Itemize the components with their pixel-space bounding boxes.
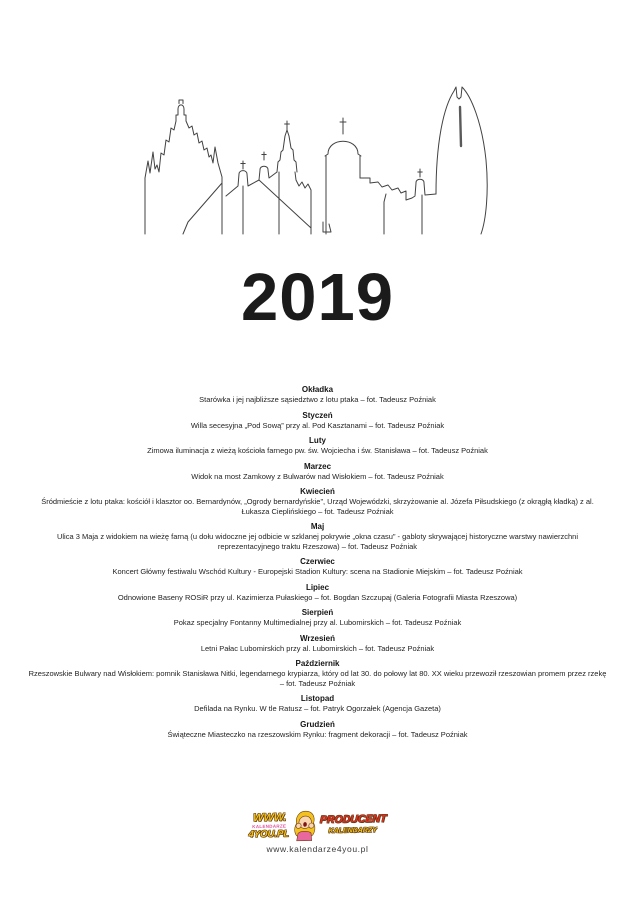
logo-producent-label: PRODUCENT [319,812,387,826]
credit-section [29,411,607,431]
credit-description: Pokaz specjalny Fontanny Multimedialnej przy al. Lubomirskich – fot. Tadeusz Poźniak [173,618,462,627]
credit-month-title: Czerwiec [300,557,335,566]
credit-section [29,522,607,551]
credit-description: Ulica 3 Maja z widokiem na wieżę farną (u dołu widoczne jej odbicie w szklanej pokrywie „okna czasu” - gabloty skrywającej historyczne warstwy nawierzchni reprezentacyjnego traktu Rzeszowa) – fot. Tadeusz Poźniak [56,532,579,551]
credit-section [29,720,607,740]
logo-right-text [319,814,387,835]
logo-4you-label: 4YOU.PL [248,827,290,840]
credit-description: Śródmieście z lotu ptaka: kościół i klasztor oo. Bernardynów, „Ogrody bernardyńskie”, Urząd Wojewódzki, skrzyżowanie al. Józefa Piłsudskiego (z okrągłą kładką) z al. Łukasza Cieplińskiego – fot. Tadeusz Poźniak [41,497,594,516]
logo-www-label: WWW. [252,810,287,824]
credit-section [29,634,607,654]
credit-description: Defilada na Rynku. W tle Ratusz – fot. Patryk Ogorzałek (Agencja Gazeta) [194,704,441,713]
credit-month-title: Styczeń [302,410,333,420]
credit-section [29,462,607,482]
credit-description: Starówka i jej najbliższe sąsiedztwo z lotu ptaka – fot. Tadeusz Poźniak [199,395,436,404]
footer [0,806,635,854]
credit-description: Letni Pałac Lubomirskich przy al. Lubomirskich – fot. Tadeusz Poźniak [200,643,435,653]
credit-section [29,487,607,516]
city-skyline-icon [138,82,493,237]
credit-month-title: Kwiecień [300,487,335,496]
credit-month-title: Sierpień [301,608,334,617]
credit-description: Świąteczne Miasteczko na rzeszowskim Rynku: fragment dekoracji – fot. Tadeusz Poźniak [167,729,468,739]
year-heading: 2019 [240,260,395,335]
credit-description: Zimowa iluminacja z wieżą kościoła farnego pw. św. Wojciecha i św. Stanisława – fot. Tadeusz Poźniak [147,446,488,455]
credits-list [29,385,607,745]
credit-description: Rzeszowskie Bulwary nad Wisłokiem: pomnik Stanisława Nitki, legendarnego krypiarza, który od lat 30. do połowy lat 80. XX wieku przewoził rzeszowian promem przez rzekę – fot. Tadeusz Poźniak [28,669,607,688]
credit-section [29,436,607,456]
logo-left-text [248,811,290,839]
credit-description: Widok na most Zamkowy z Bulwarów nad Wisłokiem – fot. Tadeusz Poźniak [191,471,444,481]
credit-section [29,385,607,405]
credit-month-title: Październik [295,659,340,668]
kalendarze4you-logo [248,807,387,841]
credit-description: Koncert Główny festiwalu Wschód Kultury - Europejski Stadion Kultury: scena na Stadionie Miejskim – fot. Tadeusz Poźniak [112,567,523,576]
credit-description: Odnowione Baseny ROSiR przy ul. Kazimierza Pułaskiego – fot. Bogdan Szczupaj (Galeria Fotografii Miasta Rzeszowa) [117,592,518,602]
credit-month-title: Okładka [301,385,334,394]
credit-section [29,583,607,603]
credit-section [29,608,607,628]
shouting-woman-mascot-icon [291,809,319,841]
credit-month-title: Lipiec [305,582,330,592]
credit-section [29,557,607,577]
credit-month-title: Maj [310,522,325,531]
credit-section [29,659,607,688]
credit-month-title: Marzec [303,461,332,471]
credit-month-title: Wrzesień [300,633,335,643]
credit-description: Willa secesyjna „Pod Sową” przy al. Pod Kasztanami – fot. Tadeusz Poźniak [190,420,445,430]
logo-kalendarzy-label: KALENDARZY [328,826,377,835]
logo-kalendarze-label: KALENDARZE [252,822,287,829]
credit-section [29,694,607,714]
credit-month-title: Luty [309,436,326,445]
credit-month-title: Listopad [300,694,335,703]
website-link[interactable]: www.kalendarze4you.pl [266,843,369,854]
credit-month-title: Grudzień [300,719,335,729]
